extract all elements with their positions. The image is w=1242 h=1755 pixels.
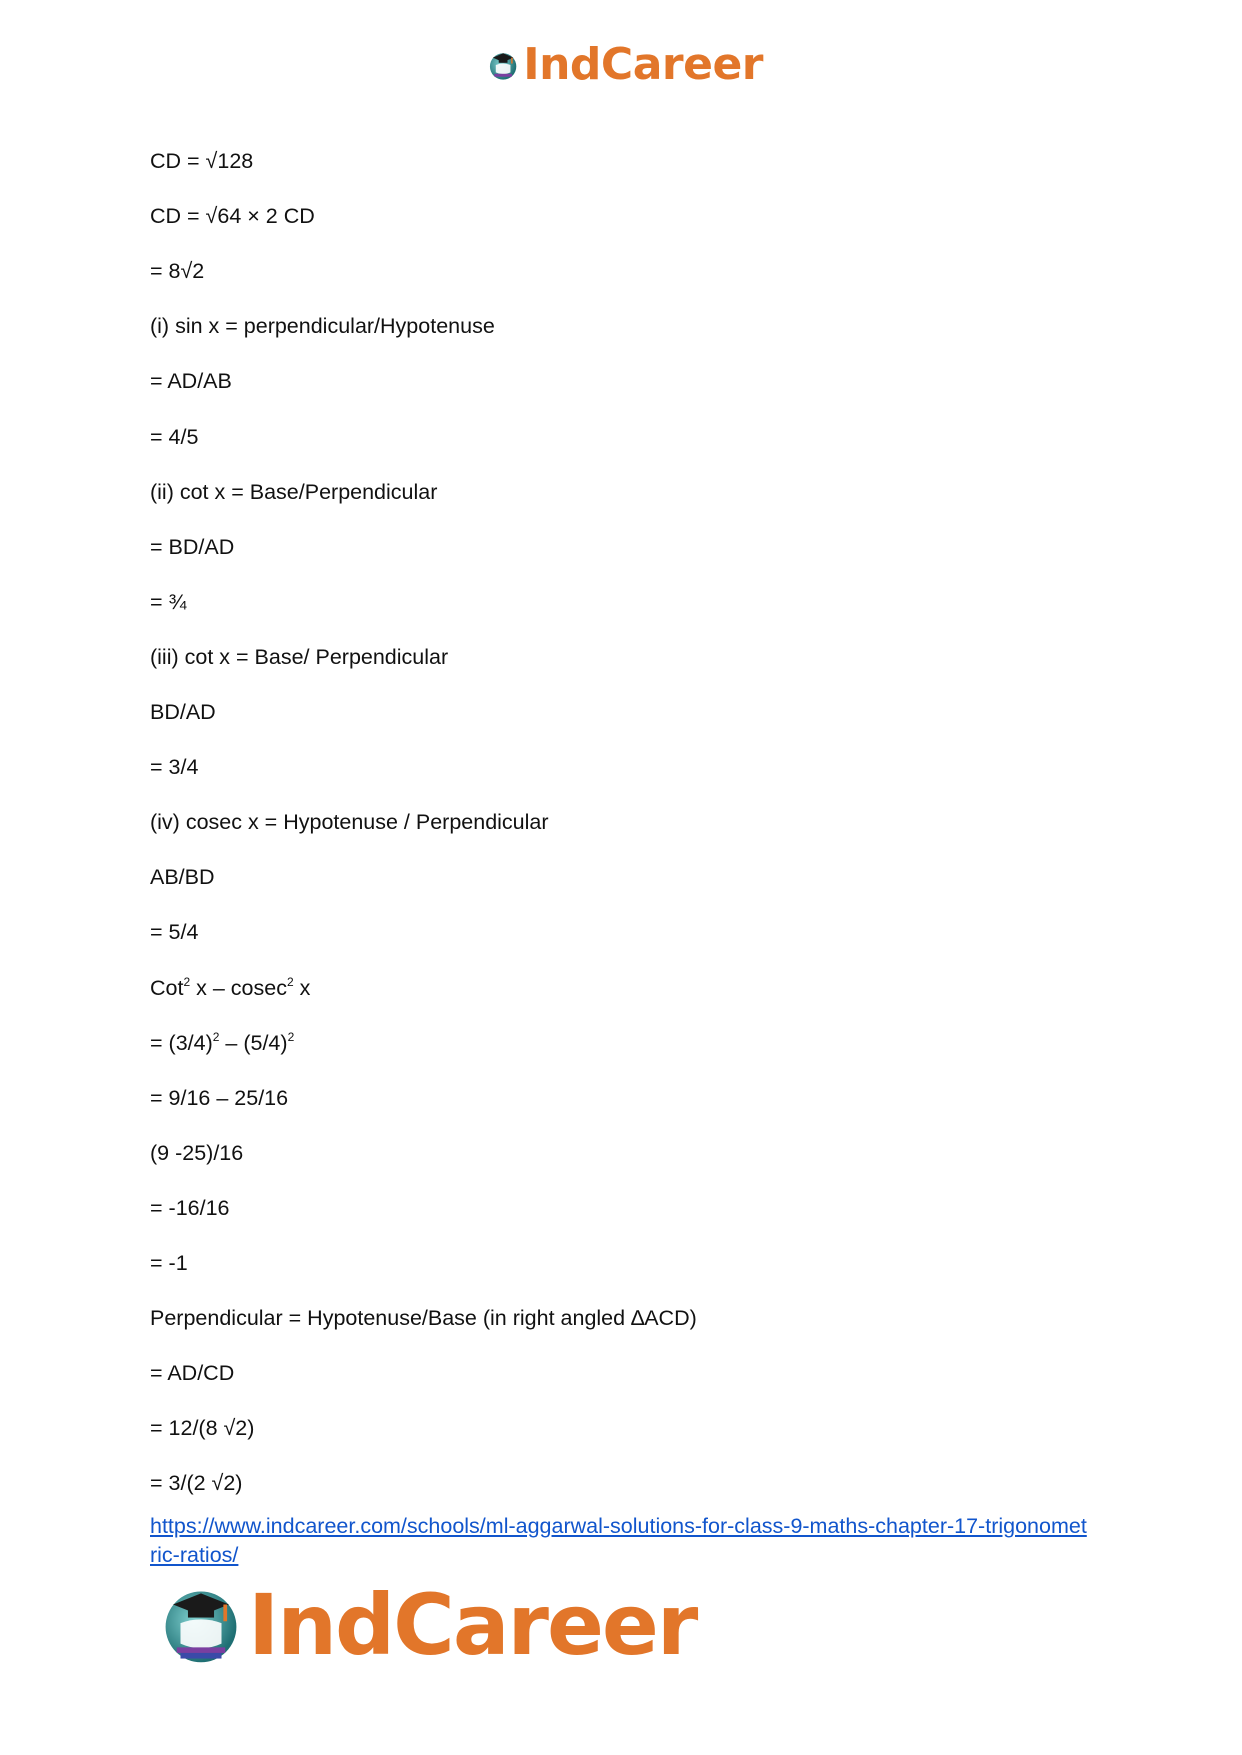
solution-line: CD = √64 × 2 CD bbox=[150, 204, 315, 229]
solution-line: = AD/CD bbox=[150, 1361, 235, 1386]
solution-line: = 9/16 – 25/16 bbox=[150, 1085, 289, 1110]
footer-logo-wordmark: IndCareer bbox=[248, 1576, 697, 1674]
solution-line: (i) sin x = perpendicular/Hypotenuse bbox=[150, 314, 495, 339]
superscript: 2 bbox=[287, 1029, 295, 1044]
solution-line bbox=[150, 975, 310, 1001]
line-segment: Cot bbox=[150, 975, 184, 1000]
solution-line: = 5/4 bbox=[150, 920, 199, 945]
solution-line: = 3/(2 √2) bbox=[150, 1471, 243, 1496]
solution-line: = AD/AB bbox=[150, 369, 232, 394]
solution-line: AB/BD bbox=[150, 865, 215, 890]
superscript: 2 bbox=[212, 1029, 220, 1044]
line-segment: – (5/4) bbox=[219, 1030, 288, 1055]
solution-line: = BD/AD bbox=[150, 534, 235, 559]
solution-line: BD/AD bbox=[150, 700, 216, 724]
solution-line: = ¾ bbox=[150, 589, 187, 614]
solution-line: (iii) cot x = Base/ Perpendicular bbox=[150, 644, 449, 669]
line-segment: x bbox=[293, 975, 311, 1000]
solution-line: (iv) cosec x = Hypotenuse / Perpendicular bbox=[150, 810, 549, 835]
solution-line: = -16/16 bbox=[150, 1195, 230, 1220]
solution-line: (9 -25)/16 bbox=[150, 1140, 244, 1165]
superscript: 2 bbox=[286, 974, 294, 989]
header-logo bbox=[487, 40, 763, 90]
globe-graduation-cap-icon bbox=[487, 43, 519, 87]
globe-books-icon bbox=[160, 1584, 242, 1666]
solution-line: = 3/4 bbox=[150, 755, 199, 780]
solution-line: CD = √128 bbox=[150, 149, 254, 173]
solution-line: = 4/5 bbox=[150, 424, 199, 449]
logo-wordmark: IndCareer bbox=[523, 39, 763, 90]
solution-line: = 12/(8 √2) bbox=[150, 1416, 255, 1441]
solution-line bbox=[150, 1030, 294, 1056]
solution-line: = -1 bbox=[150, 1251, 188, 1275]
line-segment: x – cosec bbox=[190, 975, 287, 1000]
source-link[interactable]: https://www.indcareer.com/schools/ml-aggarwal-solutions-for-class-9-maths-chapter-17-trigonometric-ratios/ bbox=[150, 1514, 1087, 1567]
solution-line: = 8√2 bbox=[150, 259, 205, 284]
superscript: 2 bbox=[183, 974, 191, 989]
solution-line: (ii) cot x = Base/Perpendicular bbox=[150, 479, 438, 504]
line-segment: = (3/4) bbox=[150, 1030, 213, 1055]
footer-logo bbox=[160, 1576, 700, 1674]
solution-line: Perpendicular = Hypotenuse/Base (in right angled ∆ACD) bbox=[150, 1306, 697, 1331]
